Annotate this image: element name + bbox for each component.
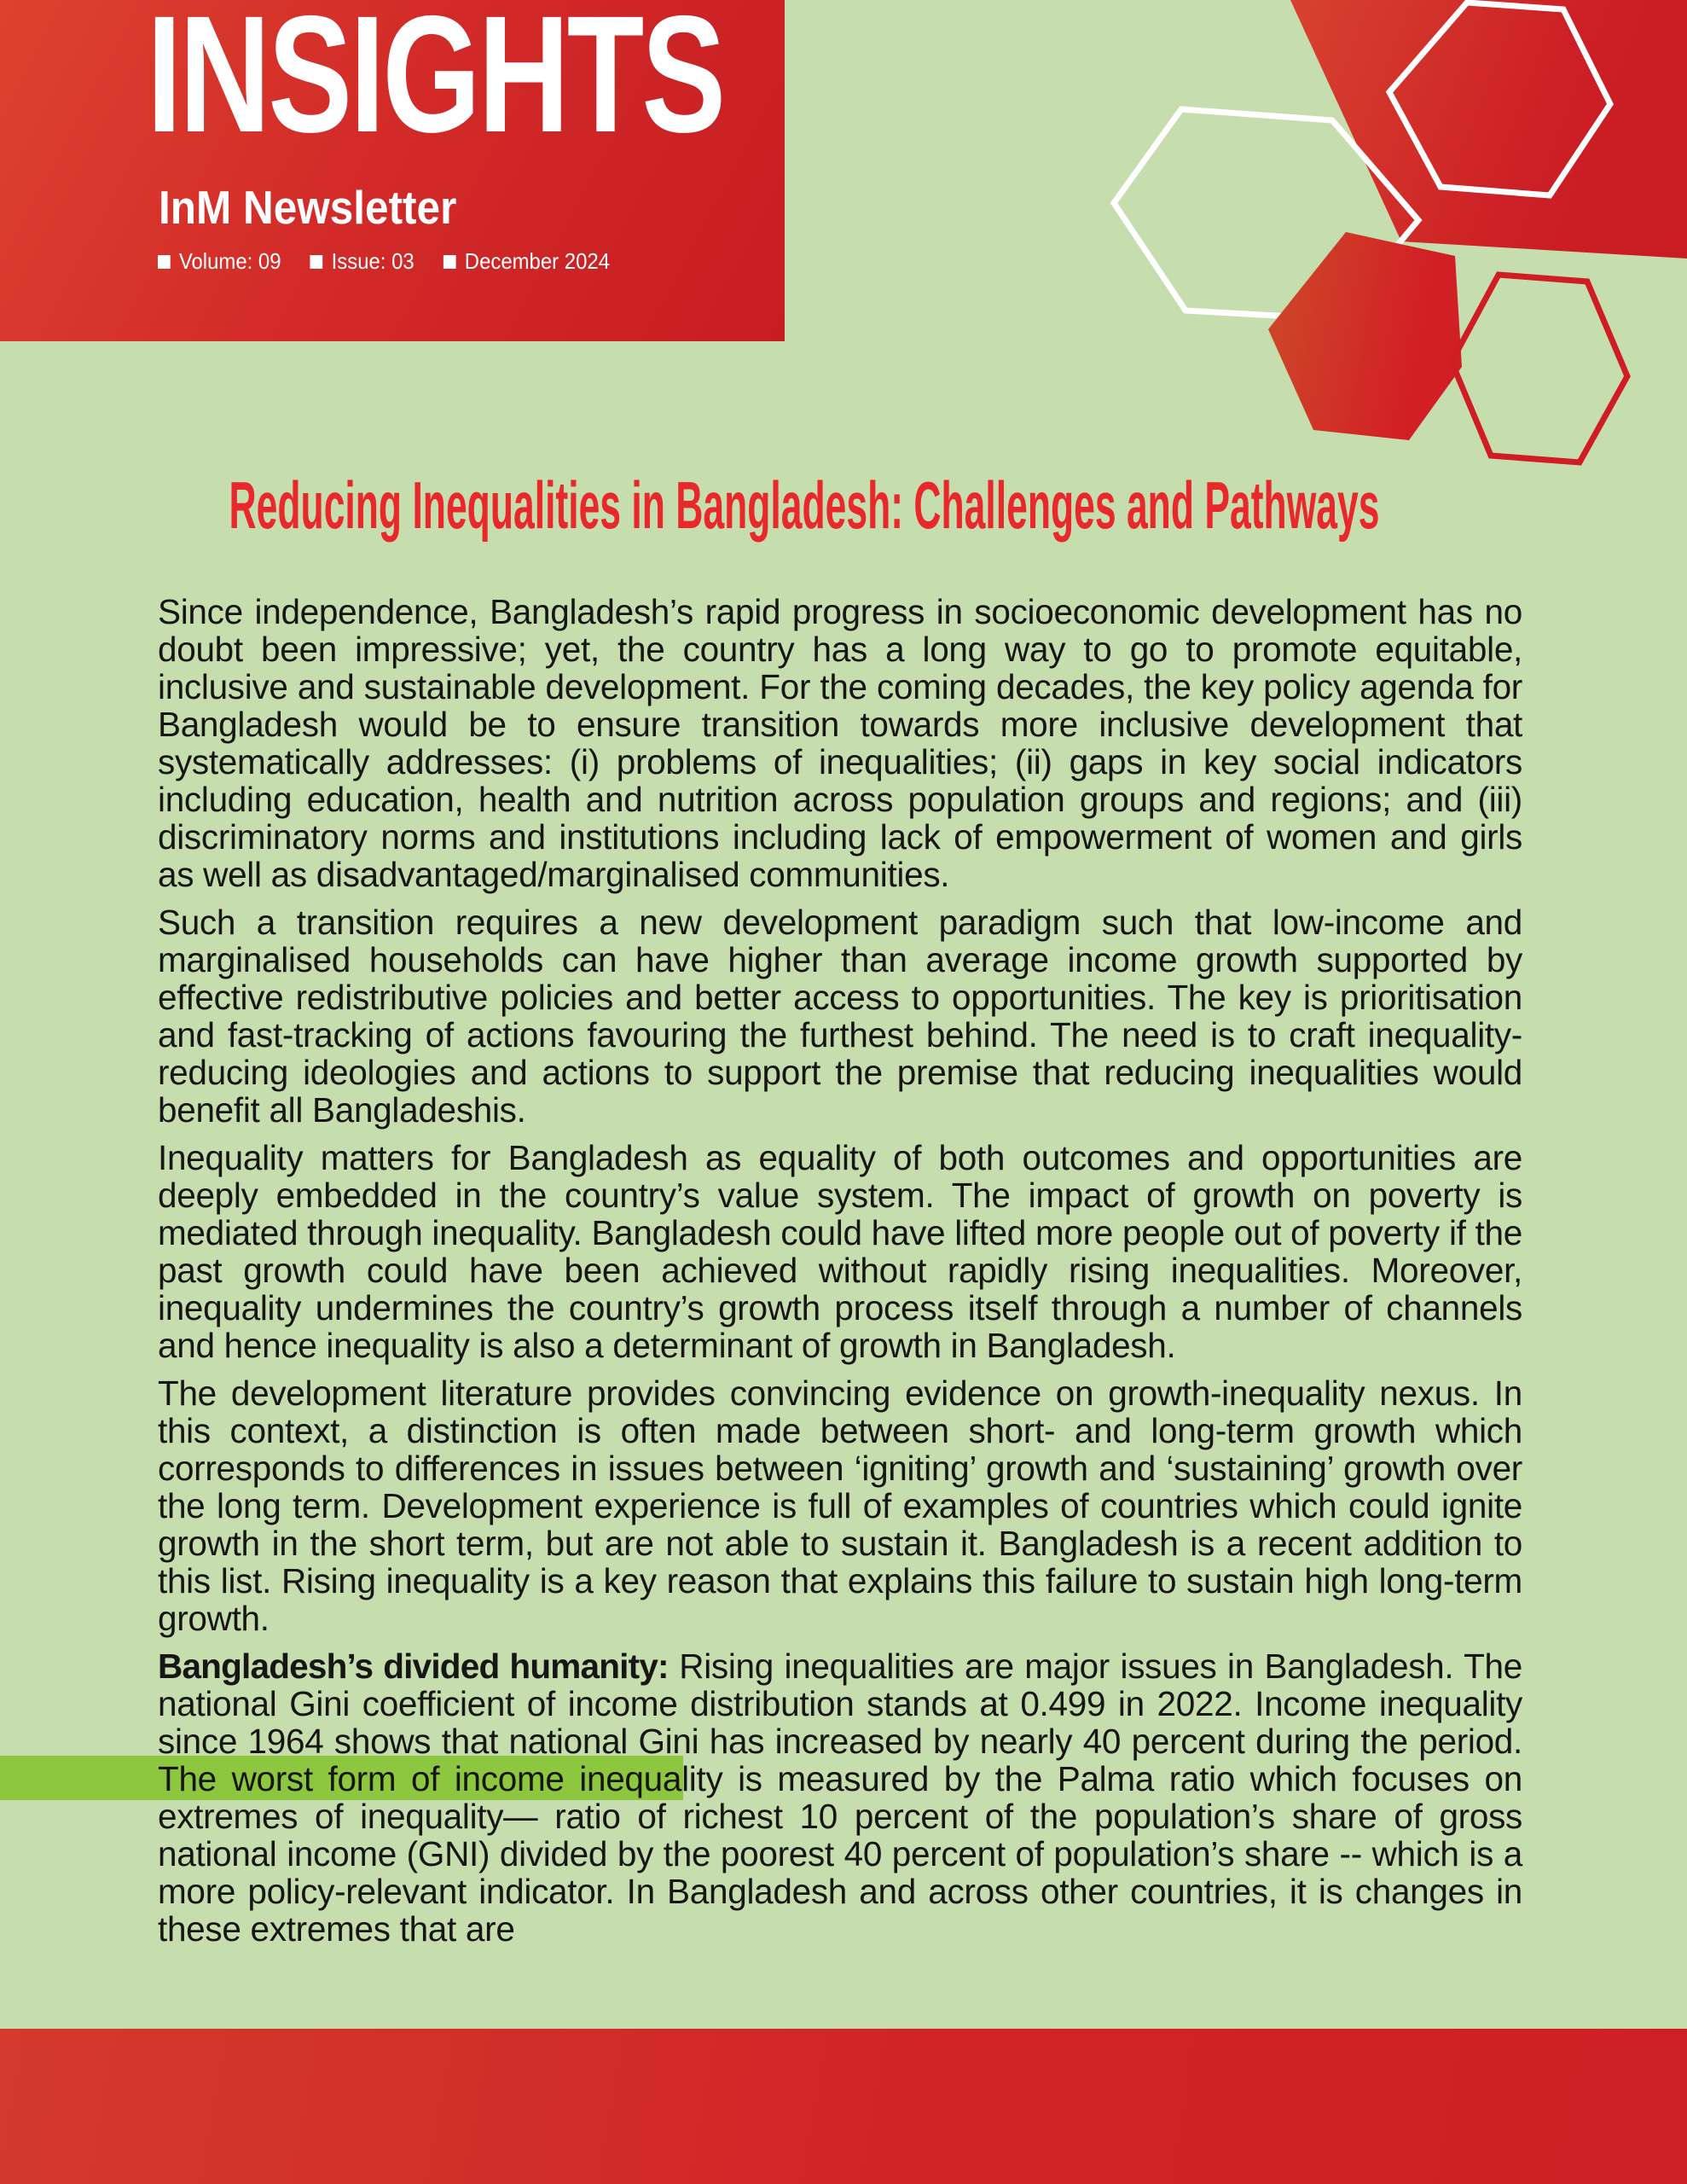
newsletter-subtitle: InM Newsletter [159,181,457,234]
red-band-shape [1290,0,1687,258]
meta-issue-label: Issue: 03 [331,248,415,274]
article-title: Reducing Inequalities in Bangladesh: Challenges and Pathways [229,468,1380,543]
paragraph-3: Inequality matters for Bangladesh as equality of both outcomes and opportunities are deeply embedded in the country’s value system. The impact of growth on poverty is mediated through inequality. Bangladesh could have lifted more people out of poverty if the past growth could have been achieved without rapidly rising inequalities. Moreover, inequality undermines the country’s growth process itself through a number of channels and hence inequality is also a determinant of growth in Bangladesh. [158,1138,1522,1365]
footer-red-bar [0,2029,1687,2184]
paragraph-5-text: Rising inequalities are major issues in Bangladesh. The national Gini coefficient of income distribution stands at 0.499 in 2022. Income inequality since 1964 shows that national Gini has increased by nearly 40 percent during the period. The worst form of income inequality is measured by the Palma ratio which focuses on extremes of inequality— ratio of richest 10 percent of the population’s share of gross national income (GNI) divided by the poorest 40 percent of population’s share -- which is a more policy-relevant indicator. In Bangladesh and across other countries, it is changes in these extremes that are [158,1647,1522,1949]
meta-issue [310,248,415,274]
paragraph-5 [158,1647,1522,1948]
meta-date-label: December 2024 [464,248,610,274]
paragraph-4: The development literature provides convincing evidence on growth-inequality nexus. In this context, a distinction is often made between short- and long-term growth which corresponds to differences in issues between ‘igniting’ growth and ‘sustaining’ growth over the long term. Development experience is full of examples of countries which could ignite growth in the short term, but are not able to sustain it. Bangladesh is a recent addition to this list. Rising inequality is a key reason that explains this failure to sustain high long-term growth. [158,1374,1522,1638]
bullet-square-icon [310,255,323,269]
section-lead-heading: Bangladesh’s divided humanity: [158,1647,669,1686]
issue-meta-row [158,250,634,272]
paragraph-1: Since independence, Bangladesh’s rapid progress in socioeconomic development has no doubt been impressive; yet, the country has a long way to go to promote equitable, inclusive and sustainable development. For the coming decades, the key policy agenda for Bangladesh would be to ensure transition towards more inclusive development that systematically addresses: (i) problems of inequalities; (ii) gaps in key social indicators including education, health and nutrition across population groups and regions; and (iii) discriminatory norms and institutions including lack of empowerment of women and girls as well as disadvantaged/marginalised communities. [158,592,1522,894]
hexagon-outline-red-icon [1452,275,1627,462]
meta-date [443,248,610,274]
paragraph-2: Such a transition requires a new development paradigm such that low-income and marginalised households can have higher than average income growth supported by effective redistributive policies and better access to opportunities. The key is prioritisation and fast-tracking of actions favouring the furthest behind. The need is to craft inequality-reducing ideologies and actions to support the premise that reducing inequalities would benefit all Bangladeshis. [158,903,1522,1130]
bullet-square-icon [158,255,171,269]
newsletter-logo-title: INSIGHTS [147,0,724,167]
meta-volume-label: Volume: 09 [178,248,281,274]
article-body [158,593,1522,1958]
masthead-banner [0,0,785,341]
meta-volume [158,248,281,274]
bullet-square-icon [443,255,456,269]
hexagon-filled-red-icon [1268,232,1462,440]
